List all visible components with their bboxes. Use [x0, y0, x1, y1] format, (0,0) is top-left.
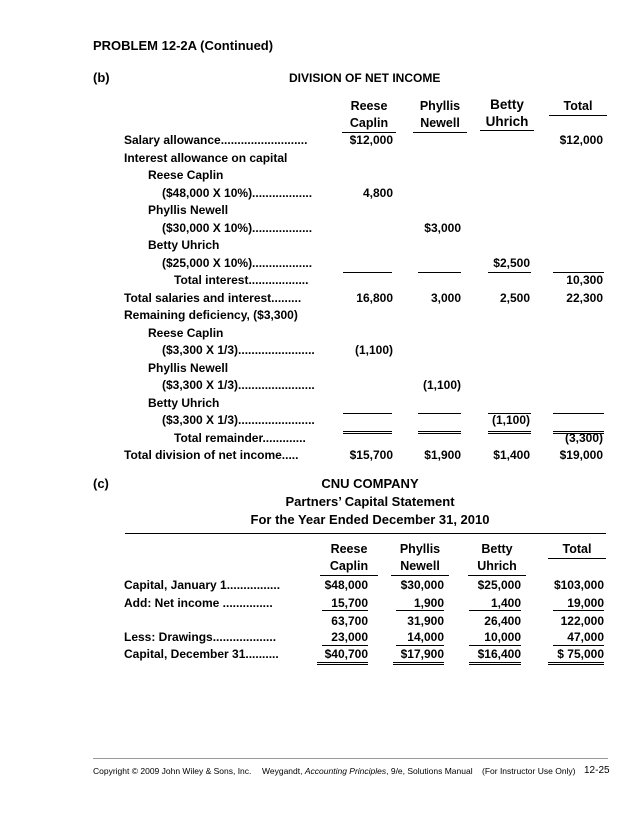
c-col-header-newell: Phyllis Newell — [387, 541, 453, 576]
cell-total: (3,300) — [564, 430, 603, 445]
part-c-letter: (c) — [93, 476, 109, 491]
double-underline — [548, 664, 604, 665]
row-label: Phyllis Newell — [148, 203, 229, 217]
row-label: Betty Uhrich — [148, 395, 220, 410]
double-underline — [317, 664, 368, 665]
row-label: Total interest.................. — [174, 273, 309, 287]
cell-total: $19,000 — [559, 448, 603, 462]
row-label: ($30,000 X 10%).................. — [162, 220, 313, 235]
cell-uhrich: $2,500 — [493, 255, 530, 270]
row-label: Remaining deficiency, ($3,300) — [124, 308, 298, 322]
underline — [418, 272, 461, 273]
cell-caplin: $12,000 — [349, 133, 393, 147]
rule — [125, 533, 606, 534]
cell-caplin: 15,700 — [331, 596, 368, 610]
cell-newell: $30,000 — [400, 578, 444, 592]
underline — [343, 413, 392, 414]
page-title: PROBLEM 12-2A (Continued) — [93, 38, 274, 53]
cell-total: 122,000 — [560, 614, 604, 628]
row-label: ($3,300 X 1/3)....................... — [162, 343, 315, 357]
cell-newell: $1,900 — [424, 448, 461, 462]
cell-uhrich: 1,400 — [490, 596, 521, 610]
row-label: Betty Uhrich — [148, 238, 220, 252]
double-underline — [393, 662, 444, 663]
cell-total: $12,000 — [559, 133, 603, 147]
cell-uhrich: $25,000 — [477, 578, 521, 592]
row-label: ($3,300 X 1/3)....................... — [162, 413, 315, 427]
part-b-title: DIVISION OF NET INCOME — [289, 71, 441, 85]
cell-uhrich: (1,100) — [491, 413, 530, 427]
row-label: Total division of net income..... — [124, 448, 299, 462]
row-label: Salary allowance.......................... — [124, 133, 308, 147]
row-label: Reese Caplin — [148, 325, 224, 340]
b-col-header-newell: Phyllis Newell — [407, 98, 473, 133]
b-col-header-total: Total — [547, 98, 609, 116]
cell-uhrich: 10,000 — [484, 630, 521, 644]
double-underline — [418, 431, 461, 432]
row-label: Total remainder............. — [174, 430, 306, 445]
underline — [553, 610, 604, 611]
footer-copyright: Copyright © 2009 John Wiley & Sons, Inc. — [93, 766, 252, 776]
cell-newell: 14,000 — [407, 630, 444, 644]
double-underline — [469, 664, 521, 665]
cell-total: 19,000 — [567, 596, 604, 610]
underline — [322, 610, 368, 611]
cell-total: $ 75,000 — [557, 647, 604, 661]
double-underline — [548, 662, 604, 663]
row-label: Capital, January 1................ — [124, 578, 281, 592]
underline — [343, 272, 392, 273]
double-underline — [317, 662, 368, 663]
cell-uhrich: 26,400 — [484, 614, 521, 628]
underline — [396, 610, 444, 611]
cell-caplin: 23,000 — [331, 630, 368, 644]
company-name: CNU COMPANY — [321, 476, 419, 491]
cell-uhrich: $16,400 — [477, 647, 521, 661]
statement-title: Partners’ Capital Statement — [285, 494, 455, 509]
double-underline — [488, 433, 531, 434]
row-label: ($25,000 X 10%).................. — [162, 255, 313, 270]
b-col-header-uhrich: Betty Uhrich — [474, 96, 540, 131]
cell-newell: 31,900 — [407, 614, 444, 628]
cell-caplin: $40,700 — [324, 647, 368, 661]
footer-rule — [93, 758, 608, 759]
cell-uhrich: $1,400 — [493, 448, 530, 462]
double-underline — [343, 431, 392, 432]
b-col-header-caplin: Reese Caplin — [336, 98, 402, 133]
part-b-letter: (b) — [93, 70, 110, 85]
cell-caplin: (1,100) — [354, 343, 393, 357]
underline — [322, 645, 368, 646]
underline — [418, 413, 461, 414]
c-col-header-uhrich: Betty Uhrich — [464, 541, 530, 576]
footer-book: Weygandt, Accounting Principles, 9/e, Solutions Manual — [262, 766, 473, 776]
cell-caplin: $15,700 — [349, 448, 393, 462]
cell-total: 22,300 — [566, 290, 603, 305]
c-col-header-total: Total — [546, 541, 608, 559]
double-underline — [488, 431, 531, 432]
row-label: ($3,300 X 1/3)....................... — [162, 378, 315, 392]
cell-caplin: $48,000 — [324, 578, 368, 592]
row-label: Add: Net income ............... — [124, 596, 273, 610]
underline — [553, 272, 604, 273]
c-col-header-caplin: Reese Caplin — [316, 541, 382, 576]
underline — [553, 413, 604, 414]
row-label: Phyllis Newell — [148, 360, 229, 375]
double-underline — [393, 664, 444, 665]
page-number: 12-25 — [584, 765, 610, 776]
double-underline — [343, 433, 392, 434]
row-label: Reese Caplin — [148, 168, 224, 182]
cell-caplin: 16,800 — [356, 290, 393, 305]
underline — [553, 645, 604, 646]
row-label: Capital, December 31.......... — [124, 647, 279, 661]
row-label: ($48,000 X 10%).................. — [162, 185, 313, 200]
double-underline — [553, 433, 604, 434]
statement-period: For the Year Ended December 31, 2010 — [250, 512, 490, 527]
double-underline — [418, 433, 461, 434]
cell-newell: $17,900 — [400, 647, 444, 661]
cell-caplin: 63,700 — [331, 614, 368, 628]
double-underline — [553, 431, 604, 432]
cell-newell: (1,100) — [422, 378, 461, 392]
underline — [488, 413, 531, 414]
cell-newell: 1,900 — [413, 596, 444, 610]
row-label: Total salaries and interest......... — [124, 290, 302, 305]
double-underline — [469, 662, 521, 663]
cell-newell: 3,000 — [430, 290, 461, 305]
underline — [469, 610, 521, 611]
underline — [488, 272, 531, 273]
row-label: Less: Drawings................... — [124, 630, 277, 644]
cell-total: 47,000 — [567, 630, 604, 644]
cell-total: 10,300 — [566, 273, 603, 287]
footer-restriction: (For Instructor Use Only) — [482, 766, 576, 776]
cell-newell: $3,000 — [424, 220, 461, 235]
cell-caplin: 4,800 — [362, 185, 393, 200]
row-label: Interest allowance on capital — [124, 150, 288, 165]
underline — [469, 645, 521, 646]
underline — [396, 645, 444, 646]
cell-uhrich: 2,500 — [499, 290, 530, 305]
cell-total: $103,000 — [553, 578, 604, 592]
